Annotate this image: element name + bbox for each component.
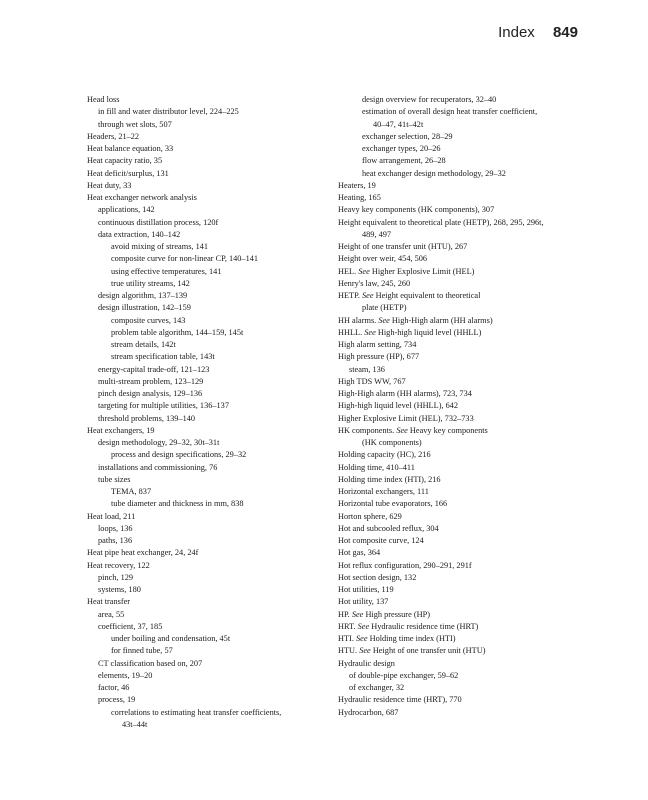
index-entry-text: data extraction, 140–142 bbox=[98, 229, 181, 239]
index-entry-text: Heat pipe heat exchanger, 24, 24f bbox=[87, 548, 199, 558]
index-entry-text: Heat capacity ratio, 35 bbox=[87, 156, 163, 166]
index-entry bbox=[87, 523, 353, 535]
index-entry bbox=[87, 511, 353, 523]
index-entry bbox=[338, 596, 606, 608]
index-entry bbox=[87, 535, 353, 547]
index-entry-text: design algorithm, 137–139 bbox=[98, 291, 188, 300]
index-entry-text: HK components. bbox=[338, 425, 395, 435]
index-entry bbox=[87, 241, 353, 253]
index-entry-text: steam, 136 bbox=[349, 364, 385, 374]
index-entry bbox=[87, 670, 353, 682]
index-entry-text: HRT. bbox=[338, 621, 356, 631]
index-entry-text: HHLL. bbox=[338, 327, 363, 337]
header-title: Index bbox=[498, 24, 535, 41]
index-entry bbox=[338, 192, 606, 204]
index-entry-text: 40–47, 41t–42t bbox=[373, 119, 424, 129]
index-entry bbox=[87, 621, 353, 633]
index-entry-text: Headers, 21–22 bbox=[87, 131, 140, 141]
see-reference: See bbox=[351, 609, 364, 619]
index-entry bbox=[338, 94, 606, 106]
index-entry-text: High-high liquid level (HHLL), 642 bbox=[338, 401, 459, 411]
index-entry-text: Henry's law, 245, 260 bbox=[338, 278, 411, 288]
index-entry-text: Heating, 165 bbox=[338, 193, 381, 202]
index-entry bbox=[338, 694, 606, 706]
index-entry-text: HEL. bbox=[338, 266, 357, 276]
index-entry bbox=[87, 180, 353, 192]
see-reference: See bbox=[361, 291, 374, 300]
index-entry-text: design methodology, 29–32, 30t–31t bbox=[98, 438, 220, 447]
index-entry-continuation bbox=[87, 719, 353, 731]
see-target: High pressure (HP) bbox=[365, 609, 430, 619]
index-entry-text: design illustration, 142–159 bbox=[98, 303, 191, 313]
index-entry-text: paths, 136 bbox=[98, 536, 133, 545]
index-entry-text: targeting for multiple utilities, 136–137 bbox=[98, 401, 229, 411]
index-entry bbox=[338, 572, 606, 584]
index-entry-text: process and design specifications, 29–32 bbox=[111, 450, 247, 460]
index-entry-text: flow arrangement, 26–28 bbox=[362, 156, 446, 166]
see-target: Hydraulic residence time (HRT) bbox=[371, 621, 479, 631]
index-entry bbox=[87, 572, 353, 584]
index-entry-continuation bbox=[338, 229, 606, 241]
index-entry-text: Horizontal tube evaporators, 166 bbox=[338, 499, 448, 509]
index-entry-text: continuous distillation process, 120f bbox=[98, 217, 219, 227]
index-entry bbox=[87, 266, 353, 278]
index-entry-text: Hot section design, 132 bbox=[338, 572, 417, 582]
index-entry-text: HTU. bbox=[338, 646, 358, 656]
index-entry-text: composite curve for non-linear CP, 140–141 bbox=[111, 254, 259, 264]
index-entry bbox=[87, 400, 353, 412]
index-entry bbox=[338, 547, 606, 559]
see-reference: See bbox=[378, 315, 390, 325]
index-entry-text: through wet slots, 507 bbox=[98, 119, 172, 129]
see-target: Height equivalent to theoretical bbox=[375, 291, 481, 300]
index-entry bbox=[87, 376, 353, 388]
index-column-left bbox=[87, 94, 353, 731]
index-entry-text: Heat recovery, 122 bbox=[87, 560, 150, 570]
index-entry bbox=[87, 486, 353, 498]
index-entry-text: Holding time index (HTI), 216 bbox=[338, 474, 441, 484]
index-entry bbox=[338, 486, 606, 498]
index-entry-text: stream specification table, 143t bbox=[111, 352, 215, 362]
index-entry bbox=[87, 253, 353, 265]
index-entry-continuation bbox=[338, 302, 606, 314]
index-entry-text: Horton sphere, 629 bbox=[338, 511, 402, 521]
index-entry bbox=[338, 241, 606, 253]
index-entry-text: Height of one transfer unit (HTU), 267 bbox=[338, 242, 468, 251]
index-entry-text: Hydrocarbon, 687 bbox=[338, 707, 399, 717]
index-entry-text: heat exchanger design methodology, 29–32 bbox=[362, 168, 506, 178]
index-entry bbox=[87, 474, 353, 486]
index-entry bbox=[338, 474, 606, 486]
index-entry bbox=[87, 131, 353, 143]
index-entry-text: design overview for recuperators, 32–40 bbox=[362, 95, 497, 104]
index-entry bbox=[87, 437, 353, 449]
see-reference: See bbox=[358, 266, 370, 276]
index-entry bbox=[87, 155, 353, 167]
index-entry-text: area, 55 bbox=[98, 609, 125, 619]
index-entry-text: Hot utilities, 119 bbox=[338, 585, 394, 594]
index-entry-text: Hot gas, 364 bbox=[338, 548, 381, 558]
index-entry-text: (HK components) bbox=[362, 438, 422, 447]
index-entry-text: Heavy key components (HK components), 307 bbox=[338, 205, 495, 215]
index-entry-text: Hot composite curve, 124 bbox=[338, 536, 424, 545]
index-entry-text: HP. bbox=[338, 609, 350, 619]
index-entry bbox=[338, 707, 606, 719]
index-entry-text: coefficient, 37, 185 bbox=[98, 621, 163, 631]
index-entry bbox=[87, 229, 353, 241]
index-entry-text: Hot and subcooled reflux, 304 bbox=[338, 523, 439, 533]
index-entry-text: elements, 19–20 bbox=[98, 670, 153, 680]
index-entry bbox=[338, 658, 606, 670]
index-entry-text: Horizontal exchangers, 111 bbox=[338, 487, 429, 496]
index-entry bbox=[338, 584, 606, 596]
index-entry-text: exchanger types, 20–26 bbox=[362, 144, 441, 153]
index-entry bbox=[87, 94, 353, 106]
index-column-right bbox=[338, 94, 606, 719]
index-entry bbox=[87, 560, 353, 572]
index-entry bbox=[87, 278, 353, 290]
index-entry-text: Hot utility, 137 bbox=[338, 597, 389, 607]
index-entry-text: for finned tube, 57 bbox=[111, 646, 173, 656]
index-entry bbox=[338, 290, 606, 302]
index-entry bbox=[87, 204, 353, 216]
index-entry bbox=[87, 449, 353, 461]
index-entry-text: estimation of overall design heat transfer coefficient, bbox=[362, 107, 538, 117]
index-entry-text: applications, 142 bbox=[98, 205, 155, 215]
index-entry bbox=[87, 339, 353, 351]
index-entry bbox=[87, 645, 353, 657]
index-entry bbox=[87, 609, 353, 621]
index-entry bbox=[338, 266, 606, 278]
index-entry bbox=[87, 106, 353, 118]
index-entry bbox=[338, 376, 606, 388]
see-target: Holding time index (HTI) bbox=[369, 634, 456, 643]
index-entry bbox=[87, 694, 353, 706]
index-entry-text: avoid mixing of streams, 141 bbox=[111, 242, 209, 251]
index-entry-text: tube sizes bbox=[98, 474, 131, 484]
index-entry-text: of exchanger, 32 bbox=[349, 683, 405, 692]
page-number: 849 bbox=[552, 24, 578, 41]
index-entry bbox=[87, 596, 353, 608]
index-entry bbox=[338, 327, 606, 339]
index-entry bbox=[338, 449, 606, 461]
index-entry bbox=[338, 253, 606, 265]
index-entry-text: Heat balance equation, 33 bbox=[87, 144, 174, 153]
index-entry-text: true utility streams, 142 bbox=[111, 278, 190, 288]
index-entry bbox=[338, 413, 606, 425]
index-entry-text: Height over weir, 454, 506 bbox=[338, 254, 428, 264]
index-entry-text: factor, 46 bbox=[98, 683, 130, 692]
index-entry bbox=[338, 621, 606, 633]
index-entry bbox=[338, 168, 606, 180]
index-entry bbox=[338, 155, 606, 167]
index-entry bbox=[87, 290, 353, 302]
index-entry bbox=[338, 523, 606, 535]
see-target: Height of one transfer unit (HTU) bbox=[372, 646, 486, 656]
index-entry bbox=[87, 168, 353, 180]
index-entry bbox=[338, 143, 606, 155]
index-entry-text: 489, 497 bbox=[362, 229, 392, 239]
index-entry bbox=[338, 498, 606, 510]
index-entry-text: Heat deficit/surplus, 131 bbox=[87, 168, 169, 178]
index-entry-text: 43t–44t bbox=[122, 719, 148, 729]
index-entry bbox=[338, 645, 606, 657]
index-entry-text: Higher Explosive Limit (HEL), 732–733 bbox=[338, 413, 474, 423]
index-entry-text: under boiling and condensation, 45t bbox=[111, 634, 231, 643]
index-entry-text: Heat load, 211 bbox=[87, 511, 136, 521]
index-entry-continuation bbox=[338, 437, 606, 449]
index-entry bbox=[338, 351, 606, 363]
index-entry-text: Hot reflux configuration, 290–291, 291f bbox=[338, 560, 472, 570]
index-entry bbox=[338, 388, 606, 400]
index-entry bbox=[338, 204, 606, 216]
index-entry bbox=[87, 302, 353, 314]
index-entry-text: Height equivalent to theoretical plate (HETP), 268, 295, 296t, bbox=[338, 217, 544, 227]
index-entry bbox=[338, 364, 606, 376]
see-target: Heavy key components bbox=[409, 425, 488, 435]
index-entry bbox=[87, 498, 353, 510]
index-entry bbox=[87, 327, 353, 339]
index-entry-text: plate (HETP) bbox=[362, 303, 407, 313]
index-entry-text: Hydraulic residence time (HRT), 770 bbox=[338, 695, 462, 705]
index-entry bbox=[87, 425, 353, 437]
index-entry bbox=[87, 707, 353, 719]
index-entry-text: Hydraulic design bbox=[338, 658, 395, 668]
index-entry-text: High pressure (HP), 677 bbox=[338, 352, 420, 362]
index-entry bbox=[338, 633, 606, 645]
index-entry-text: tube diameter and thickness in mm, 838 bbox=[111, 499, 244, 509]
index-entry-text: Heat exchanger network analysis bbox=[87, 193, 197, 202]
index-entry-text: pinch design analysis, 129–136 bbox=[98, 389, 203, 398]
index-entry bbox=[87, 192, 353, 204]
index-entry-text: exchanger selection, 28–29 bbox=[362, 131, 453, 141]
index-entry bbox=[338, 609, 606, 621]
see-reference: See bbox=[359, 646, 371, 656]
index-entry bbox=[338, 462, 606, 474]
index-entry-text: High alarm setting, 734 bbox=[338, 340, 417, 349]
see-target: High-High alarm (HH alarms) bbox=[391, 315, 493, 325]
index-entry-text: energy-capital trade-off, 121–123 bbox=[98, 364, 210, 374]
index-entry bbox=[87, 364, 353, 376]
index-entry bbox=[338, 682, 606, 694]
index-entry bbox=[87, 413, 353, 425]
index-entry-text: Heaters, 19 bbox=[338, 180, 376, 190]
index-entry bbox=[87, 217, 353, 229]
see-target: High-high liquid level (HHLL) bbox=[377, 327, 482, 337]
index-entry-text: systems, 180 bbox=[98, 585, 141, 594]
index-entry bbox=[338, 560, 606, 572]
index-entry-text: of double-pipe exchanger, 59–62 bbox=[349, 670, 459, 680]
index-entry bbox=[87, 658, 353, 670]
index-entry bbox=[338, 511, 606, 523]
index-entry bbox=[87, 119, 353, 131]
index-entry bbox=[338, 339, 606, 351]
see-target: Higher Explosive Limit (HEL) bbox=[371, 266, 475, 276]
index-entry bbox=[338, 106, 606, 118]
index-entry-text: HTI. bbox=[338, 634, 354, 643]
index-entry-text: High TDS WW, 767 bbox=[338, 376, 406, 386]
index-entry-text: threshold problems, 139–140 bbox=[98, 413, 196, 423]
index-entry bbox=[338, 278, 606, 290]
index-entry bbox=[87, 633, 353, 645]
index-entry-text: Holding capacity (HC), 216 bbox=[338, 450, 431, 460]
index-entry-text: in fill and water distributor level, 224–225 bbox=[98, 107, 239, 117]
index-entry-text: loops, 136 bbox=[98, 523, 133, 533]
index-entry-text: pinch, 129 bbox=[98, 572, 134, 582]
index-entry bbox=[87, 388, 353, 400]
index-entry-text: HH alarms. bbox=[338, 315, 377, 325]
index-entry-text: Head loss bbox=[87, 95, 120, 104]
see-reference: See bbox=[396, 425, 408, 435]
index-entry-text: composite curves, 143 bbox=[111, 315, 186, 325]
index-entry bbox=[338, 670, 606, 682]
index-entry-text: process, 19 bbox=[98, 695, 136, 705]
index-entry-text: installations and commissioning, 76 bbox=[98, 462, 218, 472]
index-entry bbox=[338, 217, 606, 229]
index-entry-text: TEMA, 837 bbox=[111, 487, 152, 496]
index-entry-text: stream details, 142t bbox=[111, 340, 176, 349]
index-entry bbox=[338, 315, 606, 327]
index-entry bbox=[338, 131, 606, 143]
see-reference: See bbox=[364, 327, 376, 337]
index-entry bbox=[87, 584, 353, 596]
index-entry bbox=[338, 425, 606, 437]
index-entry-text: Heat transfer bbox=[87, 597, 131, 607]
index-entry-text: correlations to estimating heat transfer coefficients, bbox=[111, 707, 282, 717]
index-entry bbox=[338, 400, 606, 412]
index-entry-text: Heat exchangers, 19 bbox=[87, 425, 155, 435]
index-entry bbox=[338, 535, 606, 547]
index-entry bbox=[87, 351, 353, 363]
see-reference: See bbox=[355, 634, 368, 643]
index-entry-text: using effective temperatures, 141 bbox=[111, 266, 222, 276]
index-entry-text: HETP. bbox=[338, 291, 360, 300]
index-entry-text: High-High alarm (HH alarms), 723, 734 bbox=[338, 389, 472, 398]
index-entry bbox=[87, 315, 353, 327]
index-entry-text: CT classification based on, 207 bbox=[98, 658, 203, 668]
index-entry-text: multi-stream problem, 123–129 bbox=[98, 376, 204, 386]
index-entry bbox=[338, 180, 606, 192]
index-entry bbox=[87, 547, 353, 559]
index-entry-text: Holding time, 410–411 bbox=[338, 462, 415, 472]
index-entry-continuation bbox=[338, 119, 606, 131]
index-entry bbox=[87, 143, 353, 155]
index-entry bbox=[87, 682, 353, 694]
index-entry-text: problem table algorithm, 144–159, 145t bbox=[111, 327, 244, 337]
index-entry bbox=[87, 462, 353, 474]
index-entry-text: Heat duty, 33 bbox=[87, 180, 132, 190]
running-header bbox=[498, 24, 578, 41]
see-reference: See bbox=[357, 621, 370, 631]
